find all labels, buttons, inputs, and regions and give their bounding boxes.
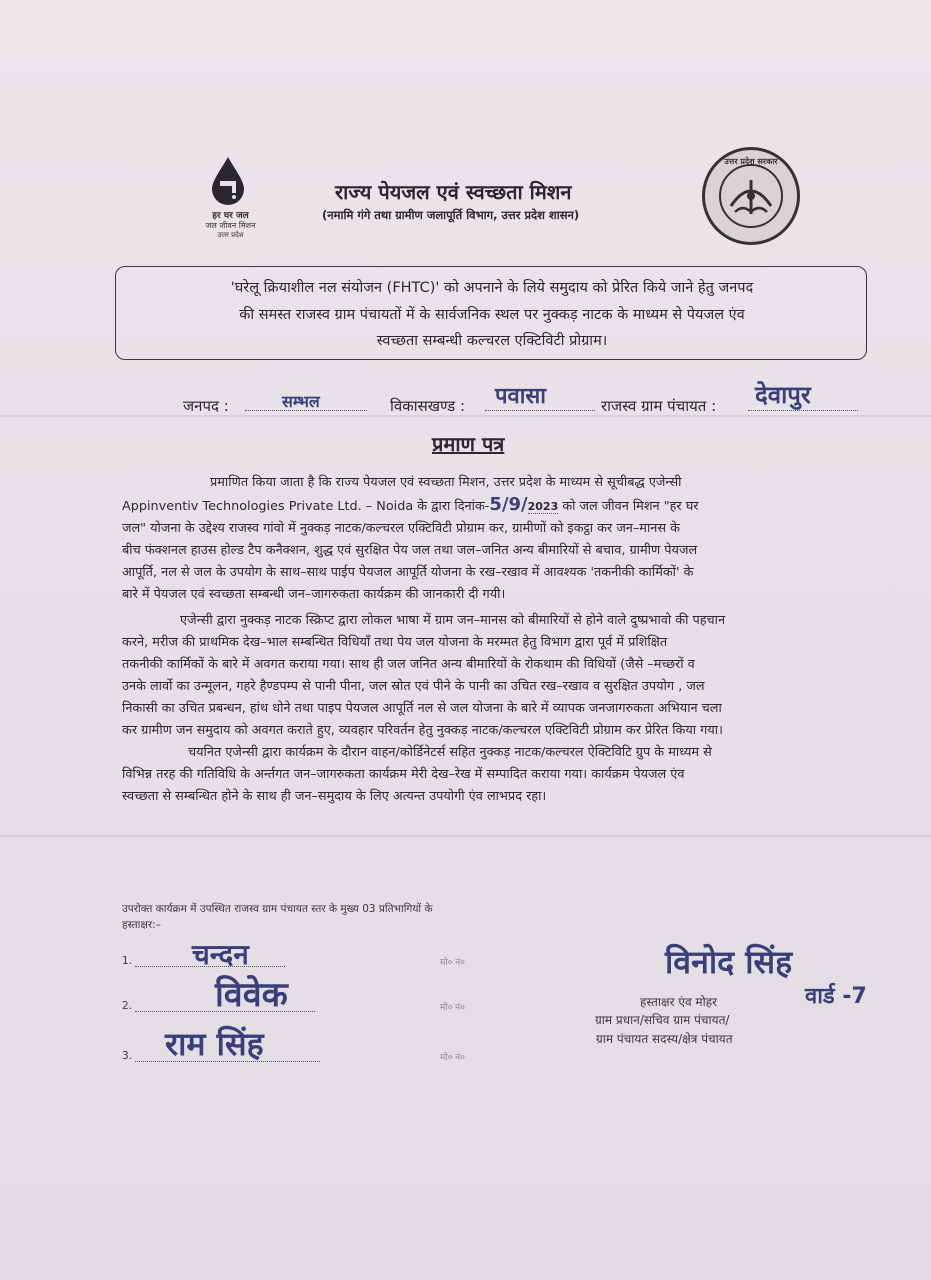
paragraph-line: उनके लार्वो का उन्मूलन, गहरे हैण्डपम्प से पानी पीना, जल स्रोत एवं पीने के पानी का उचित रख–रखाव व सुरक्षित उपयोग , जल — [122, 679, 705, 694]
signatory-caption: ग्राम प्रधान/सचिव ग्राम पंचायत/ — [595, 1013, 730, 1027]
certificate-title: प्रमाण पत्र — [432, 432, 505, 456]
mobile-label: मो० नं० — [440, 1003, 465, 1013]
paper-fold-line — [0, 415, 931, 417]
block-value: पवासा — [495, 384, 546, 409]
pradhan-signature: विनोद सिंह — [665, 943, 793, 981]
fish-bow-emblem-icon — [721, 166, 781, 226]
block-label: विकासखण्ड : — [390, 397, 466, 415]
seal-text: उत्तर प्रदेश सरकार — [724, 157, 778, 166]
participant-number: 1. — [122, 955, 133, 967]
panchayat-value: देवापुर — [755, 381, 811, 409]
certificate-paragraph-1 — [122, 472, 862, 606]
paragraph-line: चयनित एजेन्सी द्वारा कार्यक्रम के दौरान वाहन/कोर्डिनेटर्स सहित नुक्कड़ नाटक/कल्चरल ऐक्टिविटि ग्रुप के माध्यम से — [188, 745, 712, 760]
handwritten-date: 5/9/ — [489, 494, 528, 515]
paragraph-line: आपूर्ति, नल से जल के उपयोग के साथ–साथ पाईप पेयजल आपूर्ति योजना के रख–रखाव में आवश्यक 'तकनीकी कार्मिकों' के — [122, 565, 694, 580]
paragraph-line: जल" योजना के उद्देश्य राजस्व गांवो में नुक्कड़ नाटक/कल्चरल एक्टिविटी प्रोग्राम कर, ग्रामीणों को इकट्ठा कर जन–मानस के — [122, 521, 680, 536]
signatory-caption: हस्ताक्षर एंव मोहर — [640, 995, 718, 1009]
certificate-paragraph-3 — [122, 742, 862, 808]
paragraph-line: बीच फंक्शनल हाउस होल्ड टैप कनैक्शन, शुद्ध एवं सुरक्षित पेय जल तथा जल–जनित अन्य बीमारियों से बचाव, ग्रामीण पेयजल — [122, 543, 698, 558]
participants-intro: उपरोक्त कार्यक्रम में उपस्थित राजस्व ग्राम पंचायत स्तर के मुख्य 03 प्रतिभागियों के — [122, 903, 433, 915]
banner-line: 'घरेलू क्रियाशील नल संयोजन (FHTC)' को अपनाने के लिये समुदाय को प्रेरित किये जाने हेतु जनपद — [230, 280, 754, 296]
participant-number: 2. — [122, 1000, 133, 1012]
paragraph-line: बारे में पेयजल एवं स्वच्छता सम्बन्धी जन–जागरुकता कार्यक्रम की जानकारी दी गयी। — [122, 587, 506, 602]
paragraph-line: प्रमाणित किया जाता है कि राज्य पेयजल एवं स्वच्छता मिशन, उत्तर प्रदेश के माध्यम से सूचीबद्ध एजेन्सी — [210, 475, 682, 490]
logo-caption: जल जीवन मिशन — [205, 221, 256, 230]
paragraph-line: एजेन्सी द्वारा नुक्कड़ नाटक स्क्रिप्ट द्वारा लोकल भाषा में ग्राम जन–मानस को बीमारियों से होने वाले दुष्प्रभावो की पहचान — [180, 613, 726, 628]
block-dotted-line — [485, 410, 595, 411]
up-government-seal — [702, 147, 800, 245]
participant-signature-3: राम सिंह — [165, 1025, 264, 1063]
district-value: सम्भल — [282, 392, 320, 411]
district-label: जनपद : — [183, 397, 229, 415]
paragraph-line: विभिन्न तरह की गतिविधि के अर्न्तगत जन–जागरुकता कार्यक्रम मेरी देख–रेख में सम्पादित कराया गया। कार्यक्रम पेयजल एंव — [122, 767, 685, 782]
signatory-caption: ग्राम पंचायत सदस्य/क्षेत्र पंचायत — [596, 1032, 733, 1046]
har-ghar-jal-logo — [188, 150, 273, 245]
program-banner — [115, 266, 867, 360]
printed-year: 2023 — [527, 500, 559, 513]
paragraph-line: निकासी का उचित प्रबन्धन, हांथ धोने तथा पाइप पेयजल आपूर्ति नल से जल योजना के बारे में व्यापक जनजागरुकता अभियान चला — [122, 701, 722, 716]
paragraph-line: करने, मरीज की प्राथमिक देख–भाल सम्बन्धित विधियाँ तथा पेय जल योजना के मरम्मत हेतु विभाग द्वारा पूर्व में प्रशिक्षित — [122, 635, 668, 650]
mission-title: राज्य पेयजल एवं स्वच्छता मिशन — [335, 180, 572, 204]
paper-fold-line — [0, 835, 931, 837]
mission-subtitle: (नमामि गंगे तथा ग्रामीण जलापूर्ति विभाग, उत्तर प्रदेश शासन) — [322, 208, 580, 222]
seal-emblem — [719, 164, 783, 228]
paragraph-line: तकनीकी कार्मिकों के बारे में अवगत कराया गया। साथ ही जल जनित अन्य बीमारियों के रोकथाम की विधियों (जैसे –मच्छरों व — [122, 657, 695, 672]
agency-text-cont: को जल जीवन मिशन "हर घर — [562, 499, 699, 514]
certificate-paragraph-2 — [122, 610, 862, 742]
mobile-label: मो० नं० — [440, 1053, 465, 1063]
logo-caption: हर घर जल — [212, 211, 249, 221]
paragraph-line: कर ग्रामीण जन समुदाय को अवगत कराते हुए, व्यवहार परिवर्तन हेतु नुक्कड़ नाटक/कल्चरल एक्टिविटी प्रोग्राम कर प्रेरित किया गया। — [122, 723, 723, 738]
water-drop-tap-icon — [208, 155, 248, 205]
logo-caption: उत्तर प्रदेश — [217, 231, 244, 239]
banner-line: की समस्त राजस्व ग्राम पंचायतों में के सार्वजनिक स्थल पर नुक्कड़ नाटक के माध्यम से पेयजल एंव — [239, 307, 745, 323]
participants-intro: हस्ताक्षर:– — [122, 919, 161, 931]
participant-signature-1: चन्दन — [192, 938, 249, 971]
participant-number: 3. — [122, 1050, 133, 1062]
banner-line: स्वच्छता सम्बन्धी कल्चरल एक्टिविटी प्रोग्राम। — [376, 333, 608, 349]
paragraph-line — [122, 494, 862, 518]
ward-note: वार्ड -7 — [805, 984, 867, 1009]
panchayat-label: राजस्व ग्राम पंचायत : — [601, 397, 717, 415]
participant-signature-2: विवेक — [215, 975, 288, 1015]
agency-text: Appinventiv Technologies Private Ltd. – Noida के द्वारा दिनांक- — [122, 499, 490, 514]
mobile-label: मो० नं० — [440, 958, 465, 968]
paragraph-line: स्वच्छता से सम्बन्धित होने के साथ ही जन–समुदाय के लिए अत्यन्त उपयोगी एंव लाभप्रद रहा। — [122, 789, 547, 804]
